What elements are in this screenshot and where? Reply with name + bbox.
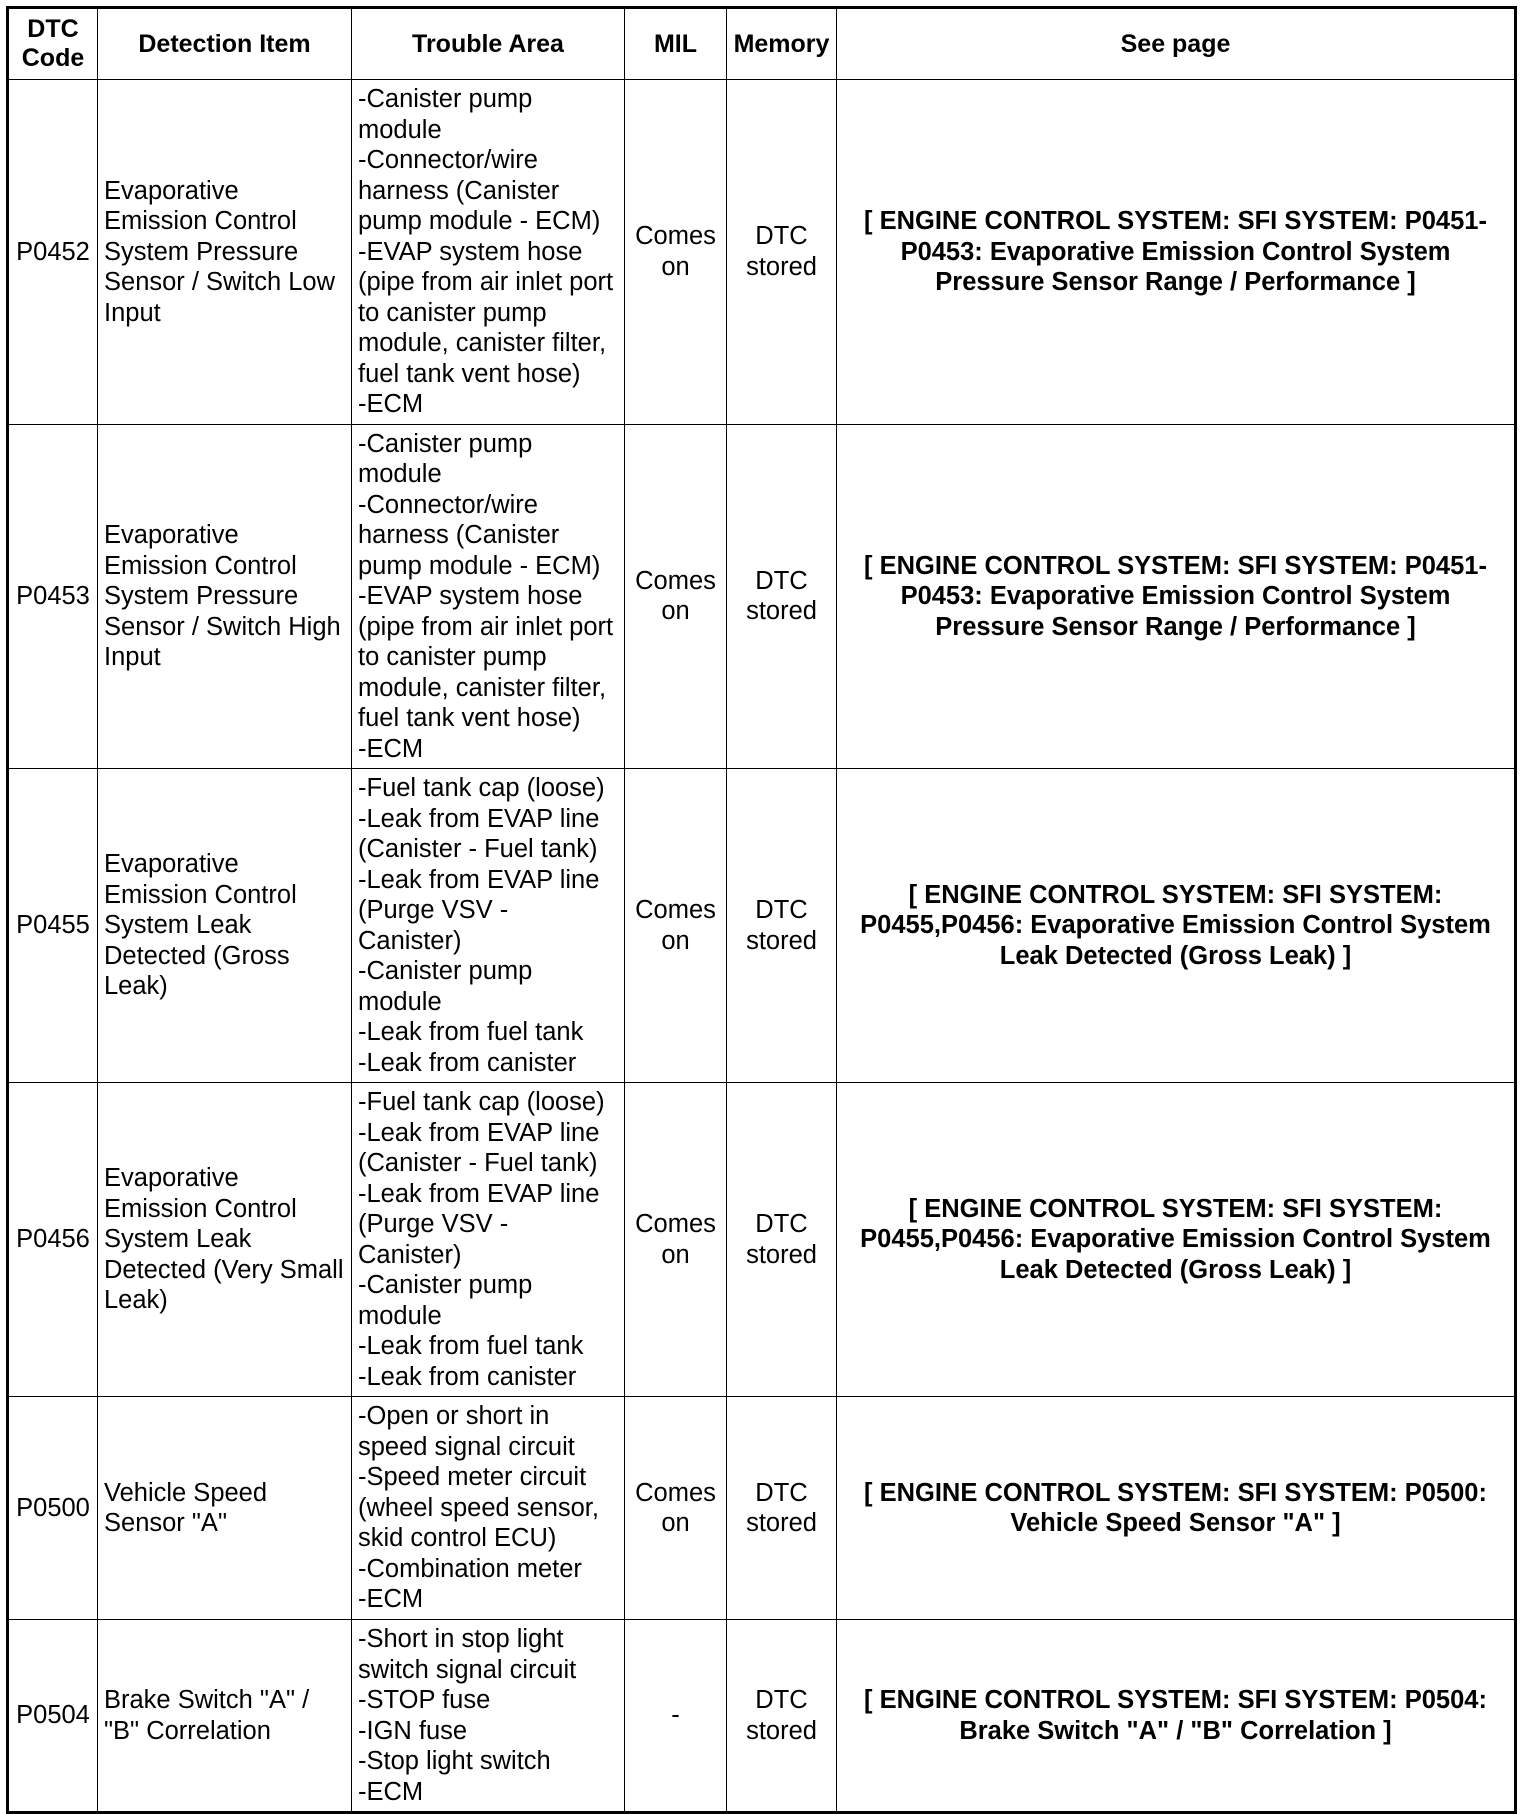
header-memory: Memory [727, 8, 837, 80]
trouble-area-line: -Connector/wire harness (Canister pump module - ECM) [358, 146, 601, 235]
see-page-link[interactable]: [ ENGINE CONTROL SYSTEM: SFI SYSTEM: P0504: Brake Switch "A" / "B" Correlation ] [837, 1620, 1516, 1813]
mil-cell: Comes on [625, 1083, 727, 1397]
detection-item-cell: Evaporative Emission Control System Pressure Sensor / Switch Low Input [98, 80, 352, 425]
dtc-code-cell: P0500 [8, 1397, 98, 1620]
mil-cell: Comes on [625, 80, 727, 425]
trouble-area-line: -Leak from EVAP line (Canister - Fuel tank) [358, 1118, 600, 1177]
table-row [8, 1620, 1516, 1813]
trouble-area-line: -Fuel tank cap (loose) [358, 1088, 605, 1116]
trouble-area-cell [352, 424, 625, 769]
trouble-area-line: -ECM [358, 734, 424, 763]
trouble-area-line: -Stop light switch [358, 1747, 551, 1775]
detection-item-cell: Vehicle Speed Sensor "A" [98, 1397, 352, 1620]
dtc-code-cell: P0453 [8, 424, 98, 769]
mil-cell: Comes on [625, 424, 727, 769]
trouble-area-cell [352, 1397, 625, 1620]
trouble-area-line: -Canister pump module [358, 429, 533, 488]
trouble-area-line: -Leak from EVAP line (Canister - Fuel tank) [358, 804, 600, 863]
detection-item-cell: Evaporative Emission Control System Leak Detected (Gross Leak) [98, 769, 352, 1083]
memory-cell: DTC stored [727, 424, 837, 769]
trouble-area-line: -Canister pump module [358, 85, 533, 144]
memory-cell: DTC stored [727, 80, 837, 425]
header-dtc-code [8, 8, 98, 80]
mil-cell: Comes on [625, 769, 727, 1083]
dtc-table [6, 6, 1517, 1814]
trouble-area-line: -Combination meter [358, 1554, 582, 1583]
trouble-area-line: -Canister pump module [358, 1271, 533, 1330]
trouble-area-line: -ECM [358, 1777, 424, 1806]
trouble-area-line: -EVAP system hose (pipe from air inlet port to canister pump module, canister filter, fuel tank vent hose) [358, 237, 614, 388]
trouble-area-cell [352, 769, 625, 1083]
detection-item-cell: Brake Switch "A" / "B" Correlation [98, 1620, 352, 1813]
table-row [8, 1083, 1516, 1397]
memory-cell: DTC stored [727, 1397, 837, 1620]
trouble-area-line: -Canister pump module [358, 957, 533, 1016]
table-body [8, 80, 1516, 1813]
header-see-page: See page [837, 8, 1516, 80]
header-mil: MIL [625, 8, 727, 80]
trouble-area-line: -ECM [358, 390, 424, 418]
memory-cell: DTC stored [727, 1083, 837, 1397]
header-trouble-area: Trouble Area [352, 8, 625, 80]
trouble-area-line: -Leak from EVAP line (Purge VSV - Canister) [358, 1179, 600, 1269]
trouble-area-line: -IGN fuse [358, 1716, 468, 1745]
trouble-area-cell [352, 1083, 625, 1397]
trouble-area-cell [352, 1620, 625, 1813]
dtc-code-cell: P0504 [8, 1620, 98, 1813]
trouble-area-line: -Open or short in speed signal circuit [358, 1402, 575, 1461]
trouble-area-line: -Leak from fuel tank [358, 1332, 584, 1360]
trouble-area-line: -Connector/wire harness (Canister pump module - ECM) [358, 490, 601, 580]
see-page-link[interactable]: [ ENGINE CONTROL SYSTEM: SFI SYSTEM: P0455,P0456: Evaporative Emission Control System Leak Detected (Gross Leak) ] [837, 769, 1516, 1083]
mil-cell: - [625, 1620, 727, 1813]
memory-cell: DTC stored [727, 769, 837, 1083]
dtc-code-cell: P0455 [8, 769, 98, 1083]
trouble-area-line: -Speed meter circuit (wheel speed sensor, skid control ECU) [358, 1463, 599, 1553]
dtc-code-cell: P0452 [8, 80, 98, 425]
mil-cell: Comes on [625, 1397, 727, 1620]
see-page-link[interactable]: [ ENGINE CONTROL SYSTEM: SFI SYSTEM: P0451-P0453: Evaporative Emission Control System Pressure Sensor Range / Performance ] [837, 424, 1516, 769]
see-page-link[interactable]: [ ENGINE CONTROL SYSTEM: SFI SYSTEM: P0455,P0456: Evaporative Emission Control System Leak Detected (Gross Leak) ] [837, 1083, 1516, 1397]
detection-item-cell: Evaporative Emission Control System Pressure Sensor / Switch High Input [98, 424, 352, 769]
trouble-area-line: -Leak from fuel tank [358, 1018, 584, 1046]
trouble-area-line: -Leak from canister [358, 1048, 577, 1077]
memory-cell: DTC stored [727, 1620, 837, 1813]
header-dtc-code-line2: Code [21, 44, 85, 72]
detection-item-cell: Evaporative Emission Control System Leak Detected (Very Small Leak) [98, 1083, 352, 1397]
header-row [8, 8, 1516, 80]
trouble-area-cell [352, 80, 625, 425]
trouble-area-line: -Leak from canister [358, 1362, 577, 1391]
table-header [8, 8, 1516, 80]
table-row [8, 80, 1516, 425]
table-row [8, 769, 1516, 1083]
trouble-area-line: -EVAP system hose (pipe from air inlet port to canister pump module, canister filter, fuel tank vent hose) [358, 582, 614, 732]
trouble-area-line: -Fuel tank cap (loose) [358, 774, 605, 802]
trouble-area-line: -Leak from EVAP line (Purge VSV - Canister) [358, 865, 600, 955]
dtc-code-cell: P0456 [8, 1083, 98, 1397]
trouble-area-line: -Short in stop light switch signal circuit [358, 1625, 577, 1684]
table-row [8, 424, 1516, 769]
trouble-area-line: -ECM [358, 1585, 424, 1614]
see-page-link[interactable]: [ ENGINE CONTROL SYSTEM: SFI SYSTEM: P0451-P0453: Evaporative Emission Control System Pressure Sensor Range / Performance ] [837, 80, 1516, 425]
trouble-area-line: -STOP fuse [358, 1686, 491, 1714]
see-page-link[interactable]: [ ENGINE CONTROL SYSTEM: SFI SYSTEM: P0500: Vehicle Speed Sensor "A" ] [837, 1397, 1516, 1620]
header-dtc-code-line1: DTC [27, 15, 79, 43]
table-row [8, 1397, 1516, 1620]
header-detection-item: Detection Item [98, 8, 352, 80]
